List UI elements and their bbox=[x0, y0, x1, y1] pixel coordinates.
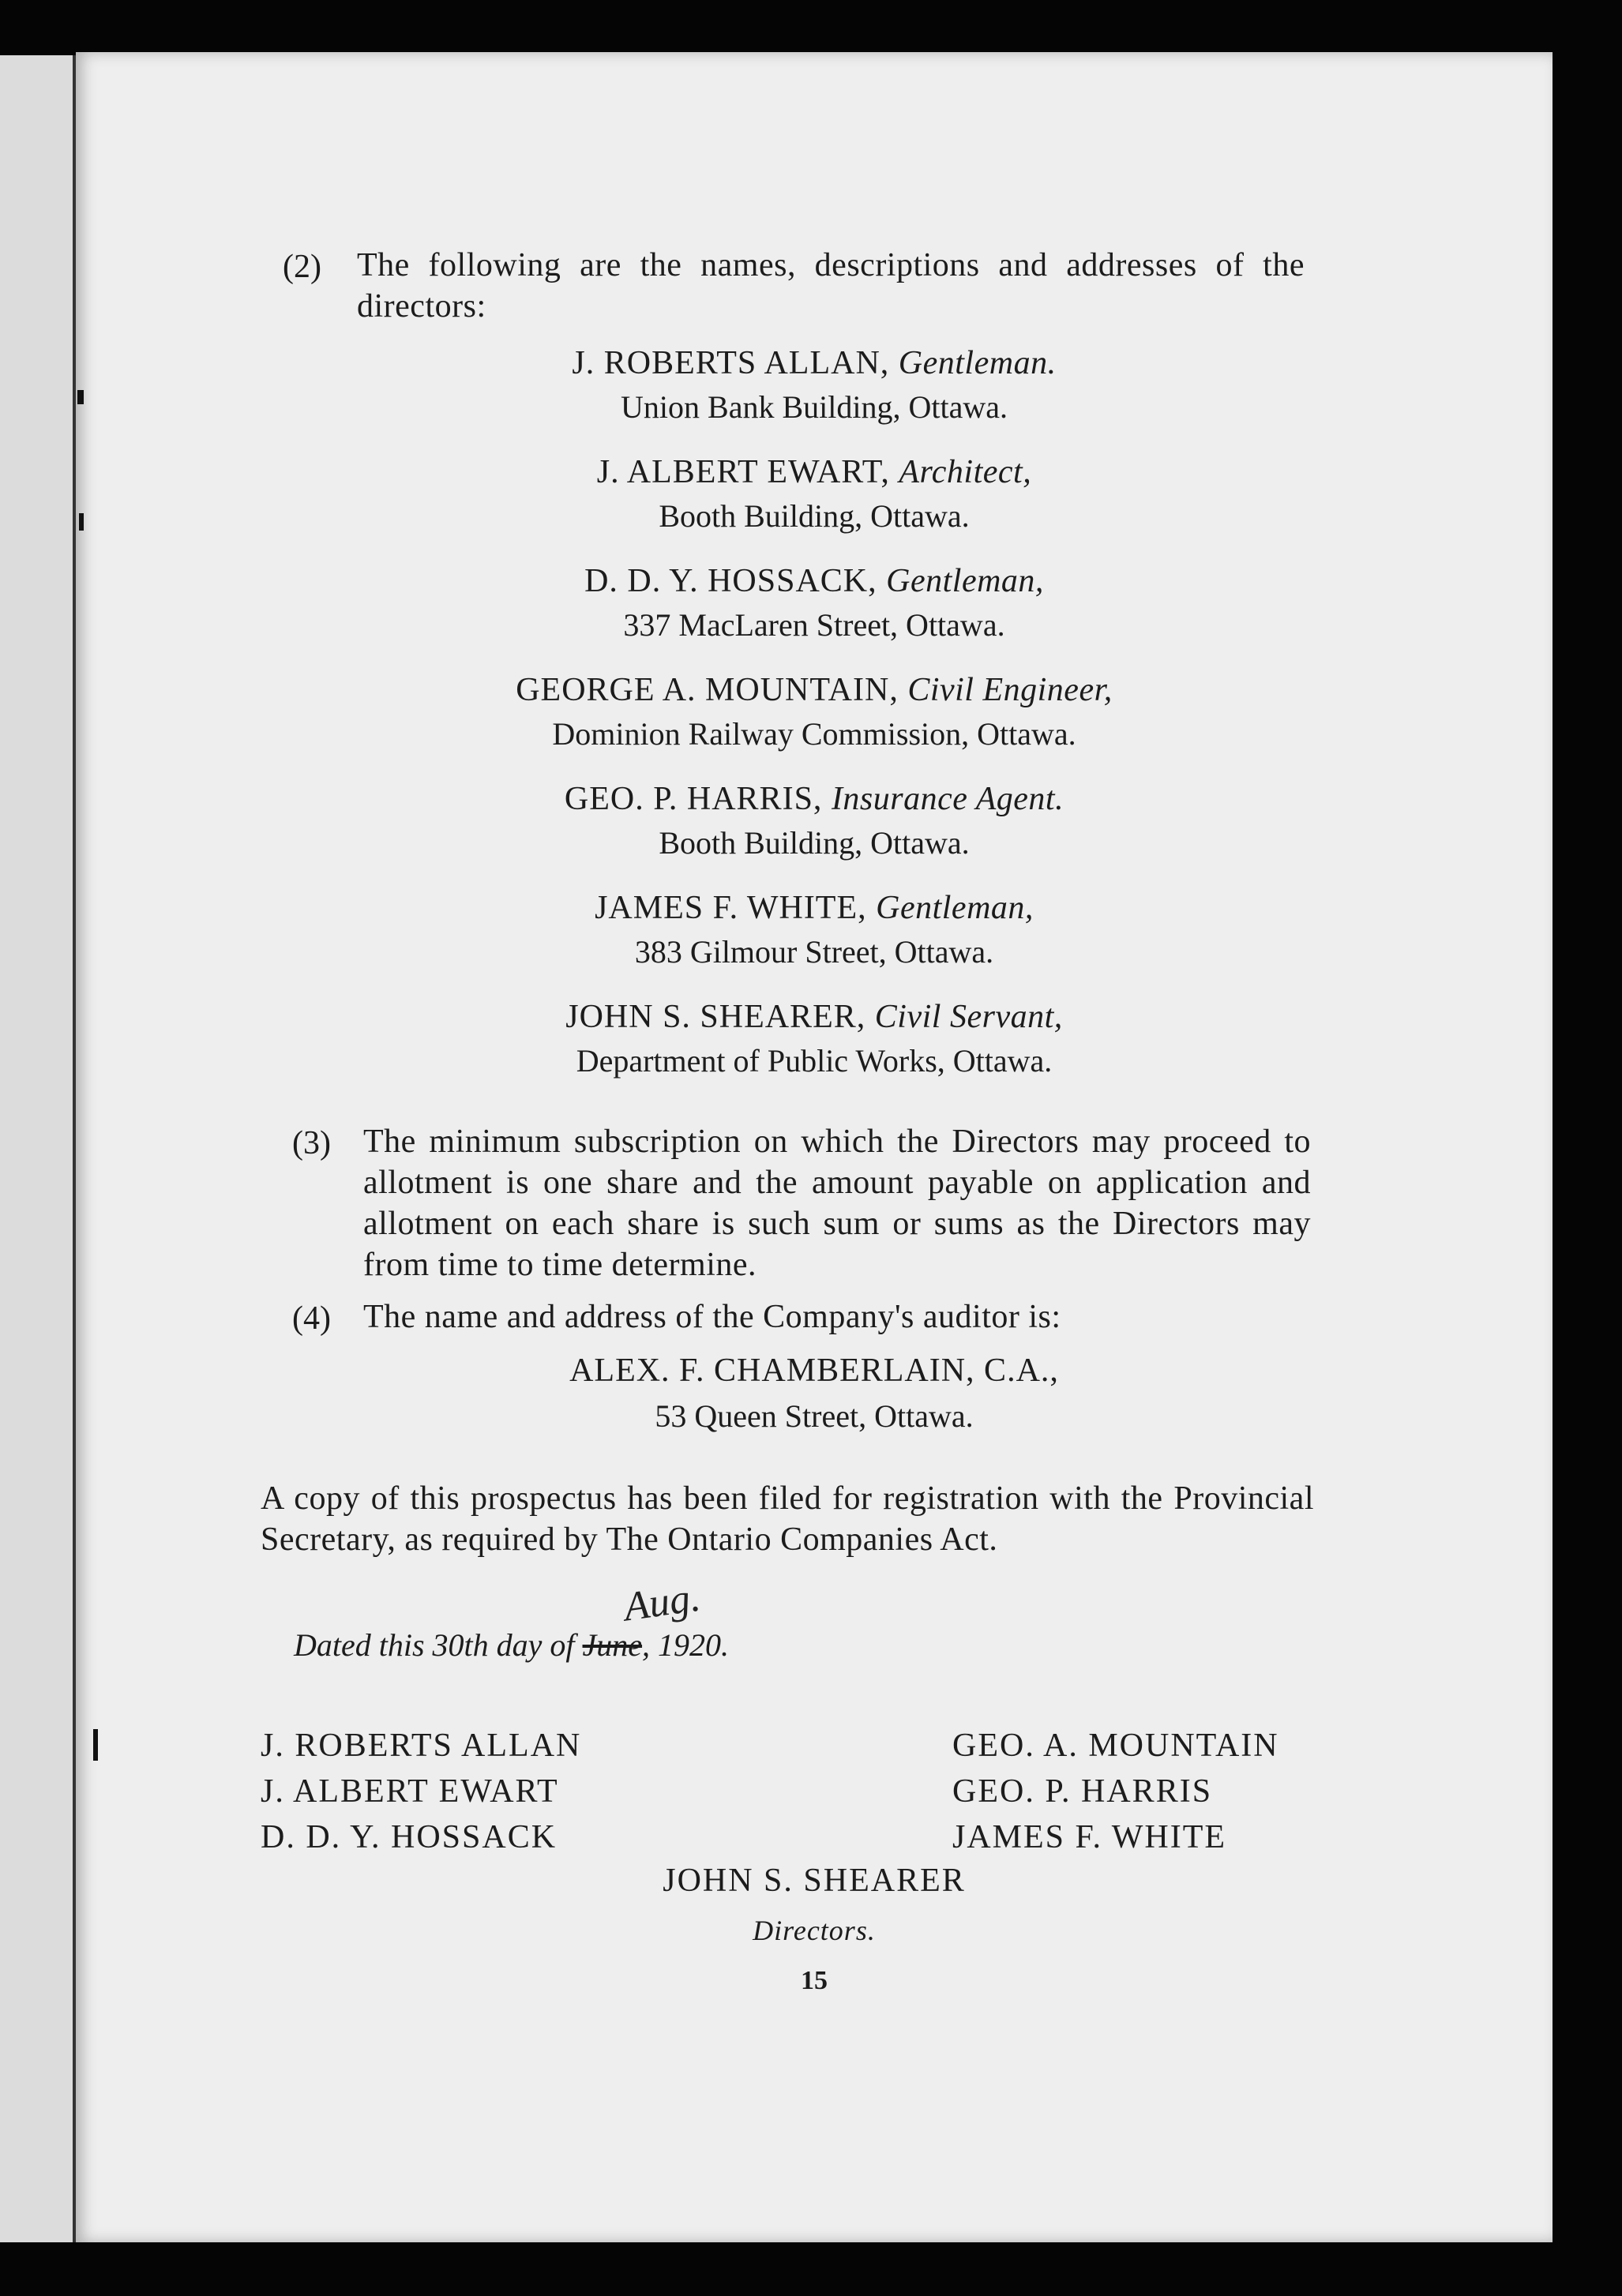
struck-month: June bbox=[582, 1627, 643, 1663]
director-address: Booth Building, Ottawa. bbox=[659, 498, 970, 534]
handwritten-month: Aug. bbox=[621, 1574, 704, 1630]
director-description: Gentleman, bbox=[876, 890, 1034, 926]
director-name: D. D. Y. HOSSACK, bbox=[584, 563, 877, 599]
director-address: Department of Public Works, Ottawa. bbox=[576, 1043, 1053, 1079]
directors-caption: Directors. bbox=[753, 1915, 876, 1946]
director-name: J. ALBERT EWART, bbox=[596, 454, 890, 490]
director-name: GEORGE A. MOUNTAIN, bbox=[516, 672, 899, 708]
auditor-address: 53 Queen Street, Ottawa. bbox=[655, 1398, 974, 1434]
director-entry bbox=[76, 995, 1553, 1083]
director-entry bbox=[76, 559, 1553, 647]
registration-note: A copy of this prospectus has been filed for registration with the Provincial Secretary, as required by The Ontario Companies Act. bbox=[261, 1480, 1314, 1558]
director-entry bbox=[76, 777, 1553, 865]
director-description: Gentleman, bbox=[886, 563, 1044, 599]
dated-line bbox=[294, 1626, 729, 1664]
signatures-left bbox=[261, 1723, 581, 1860]
item-2-number: (2) bbox=[283, 249, 321, 285]
margin-mark bbox=[93, 1729, 98, 1761]
director-name: JAMES F. WHITE, bbox=[595, 890, 867, 926]
signature-name: D. D. Y. HOSSACK bbox=[261, 1819, 558, 1855]
item-4-number: (4) bbox=[292, 1300, 331, 1337]
director-entry bbox=[76, 341, 1553, 430]
director-address: Union Bank Building, Ottawa. bbox=[621, 389, 1008, 425]
signature-name: JAMES F. WHITE bbox=[952, 1819, 1227, 1855]
signature-name: GEO. P. HARRIS bbox=[952, 1773, 1213, 1810]
director-address: Dominion Railway Commission, Ottawa. bbox=[552, 716, 1076, 752]
director-name: GEO. P. HARRIS, bbox=[564, 781, 823, 817]
director-address: 383 Gilmour Street, Ottawa. bbox=[634, 934, 994, 970]
signature-name: J. ALBERT EWART bbox=[261, 1773, 559, 1810]
director-description: Civil Servant, bbox=[874, 999, 1063, 1035]
director-entry bbox=[76, 886, 1553, 974]
director-address: 337 MacLaren Street, Ottawa. bbox=[623, 607, 1005, 643]
director-description: Gentleman. bbox=[898, 345, 1057, 381]
signature-name: J. ROBERTS ALLAN bbox=[261, 1728, 582, 1764]
dated-suffix: , 1920. bbox=[642, 1627, 730, 1663]
director-description: Insurance Agent. bbox=[831, 781, 1064, 817]
dated-prefix: Dated this 30th day of bbox=[294, 1627, 575, 1663]
director-name: JOHN S. SHEARER, bbox=[565, 999, 866, 1035]
signatures-right bbox=[952, 1723, 1279, 1860]
director-description: Architect, bbox=[899, 454, 1032, 490]
director-description: Civil Engineer, bbox=[907, 672, 1113, 708]
item-3-number: (3) bbox=[292, 1125, 331, 1161]
director-entry bbox=[76, 668, 1553, 756]
signature-center: JOHN S. SHEARER bbox=[663, 1863, 966, 1899]
item-4-text: The name and address of the Company's auditor is: bbox=[363, 1299, 1061, 1335]
director-name: J. ROBERTS ALLAN, bbox=[572, 345, 890, 381]
director-entry bbox=[76, 450, 1553, 538]
page-number: 15 bbox=[801, 1966, 828, 1995]
director-address: Booth Building, Ottawa. bbox=[659, 825, 970, 861]
facing-page-edge bbox=[0, 55, 76, 2242]
signature-name: GEO. A. MOUNTAIN bbox=[952, 1728, 1279, 1764]
item-2-text: The following are the names, descriptions and addresses of the directors: bbox=[357, 247, 1305, 325]
auditor-name: ALEX. F. CHAMBERLAIN, C.A., bbox=[569, 1352, 1059, 1389]
item-3-text: The minimum subscription on which the Directors may proceed to allotment is one share and the amount payable on application and allotment on each share is such sum or sums as the Directors may from time to time determine. bbox=[363, 1124, 1311, 1283]
